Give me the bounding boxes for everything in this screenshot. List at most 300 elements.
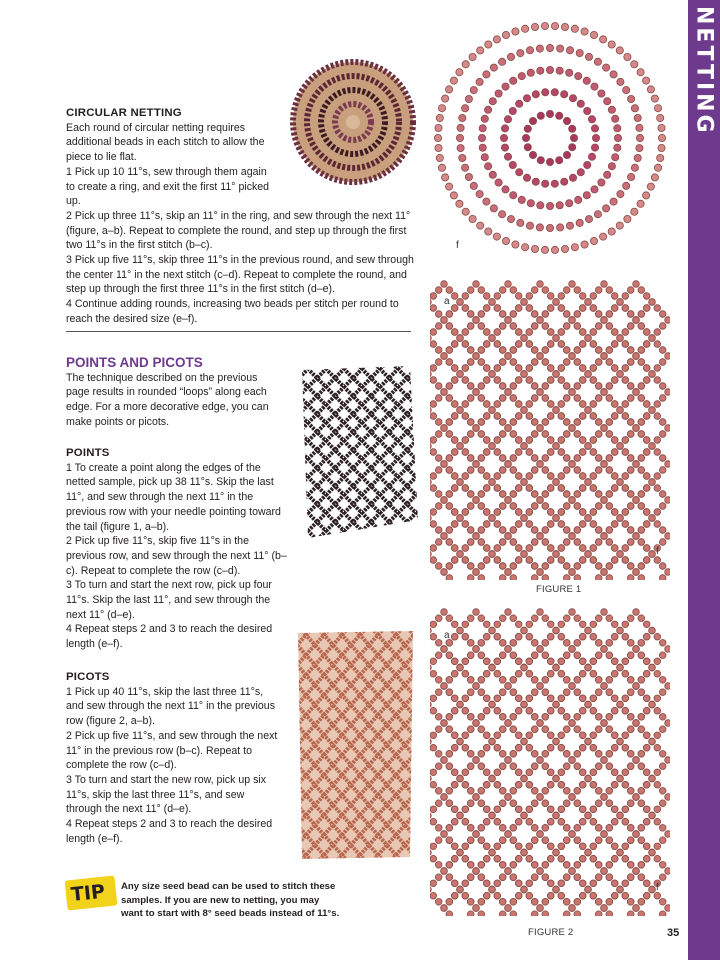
bead	[527, 69, 534, 76]
bead	[637, 69, 644, 76]
bead	[633, 461, 640, 468]
bead	[478, 874, 485, 881]
picots-heading: PICOTS	[66, 671, 110, 683]
bead	[569, 720, 576, 727]
bead	[462, 164, 469, 171]
bead	[610, 71, 617, 78]
bead	[617, 515, 624, 522]
bead	[462, 557, 469, 564]
bead	[446, 788, 453, 795]
bead	[649, 775, 656, 782]
bead	[553, 775, 560, 782]
bead	[595, 640, 602, 647]
bead	[617, 775, 624, 782]
bead	[558, 880, 565, 887]
bead	[483, 880, 490, 887]
bead	[654, 105, 661, 112]
bead	[558, 341, 565, 348]
bead	[467, 714, 474, 721]
bead	[494, 744, 501, 751]
bead	[531, 575, 538, 580]
tip-text	[121, 880, 341, 921]
bead	[499, 615, 506, 622]
bead	[483, 892, 490, 899]
bead	[579, 401, 586, 408]
bead	[500, 134, 507, 141]
bead	[617, 78, 624, 85]
bead	[659, 467, 666, 474]
bead	[435, 144, 442, 151]
bead	[446, 652, 453, 659]
bead	[585, 849, 592, 856]
bead	[483, 437, 490, 444]
bead	[588, 153, 595, 160]
bead	[665, 757, 670, 764]
bead	[551, 180, 558, 187]
bead	[649, 849, 656, 856]
bead	[478, 899, 485, 906]
bead	[489, 701, 496, 708]
bead	[504, 116, 511, 123]
bead	[526, 892, 533, 899]
bead	[521, 515, 528, 522]
bead	[595, 677, 602, 684]
bead	[643, 413, 650, 420]
bead	[627, 491, 634, 498]
bead	[558, 305, 565, 312]
bead	[537, 461, 544, 468]
bead	[462, 781, 469, 788]
bead	[446, 714, 453, 721]
bead	[435, 287, 442, 294]
bead	[473, 389, 480, 396]
bead	[430, 449, 437, 456]
bead	[606, 575, 613, 580]
bead	[649, 335, 656, 342]
bead	[611, 769, 618, 776]
bead	[585, 515, 592, 522]
bead	[462, 892, 469, 899]
bead	[634, 154, 641, 161]
bead	[638, 837, 645, 844]
bead	[606, 825, 613, 832]
bead	[659, 527, 666, 534]
bead	[499, 211, 506, 218]
bead	[633, 646, 640, 653]
circular-netting-heading: CIRCULAR NETTING	[66, 107, 182, 119]
bead	[510, 491, 517, 498]
bead	[595, 491, 602, 498]
bead	[566, 69, 573, 76]
bead	[606, 455, 613, 462]
bead	[622, 633, 629, 640]
bead	[436, 114, 443, 121]
bead	[483, 521, 490, 528]
bead	[430, 658, 437, 665]
bead	[524, 144, 531, 151]
bead	[430, 849, 431, 856]
bead	[441, 461, 448, 468]
bead	[585, 53, 592, 60]
bead	[558, 781, 565, 788]
bead	[526, 449, 533, 456]
bead	[547, 401, 554, 408]
bead	[583, 192, 590, 199]
bead	[643, 473, 650, 480]
bead	[638, 527, 645, 534]
bead	[446, 347, 453, 354]
bead	[654, 377, 661, 384]
bead	[649, 701, 656, 708]
bead	[479, 144, 486, 151]
bead	[617, 371, 624, 378]
bead	[494, 695, 501, 702]
bead	[478, 359, 485, 366]
bead	[510, 539, 517, 546]
bead	[563, 689, 570, 696]
bead	[633, 497, 640, 504]
bead	[585, 335, 592, 342]
bead	[659, 640, 666, 647]
bead	[558, 449, 565, 456]
bead	[606, 563, 613, 570]
bead	[638, 503, 645, 510]
bead	[631, 61, 638, 68]
bead	[556, 202, 563, 209]
bead	[462, 707, 469, 714]
bead	[643, 818, 650, 825]
bead	[633, 533, 640, 540]
bead	[536, 45, 543, 52]
bead	[542, 455, 549, 462]
bead	[579, 437, 586, 444]
bead	[462, 473, 469, 480]
bead	[659, 874, 666, 881]
bead	[478, 825, 485, 832]
bead	[574, 323, 581, 330]
bead	[622, 305, 629, 312]
bead	[612, 154, 619, 161]
bead	[611, 892, 618, 899]
bead	[526, 744, 533, 751]
bead	[561, 178, 568, 185]
bead	[473, 533, 480, 540]
bead	[598, 179, 605, 186]
bead	[542, 180, 549, 187]
bead	[611, 557, 618, 564]
bead	[563, 726, 570, 733]
bead	[563, 763, 570, 770]
bead	[494, 449, 501, 456]
bead	[542, 615, 549, 622]
bead	[531, 467, 538, 474]
bead	[462, 293, 469, 300]
bead	[601, 425, 608, 432]
bead	[547, 670, 554, 677]
bead	[636, 145, 643, 152]
bead	[451, 843, 458, 850]
bead	[574, 714, 581, 721]
bead	[638, 726, 645, 733]
bead	[611, 377, 618, 384]
bead	[624, 215, 631, 222]
bead	[643, 192, 650, 199]
bead	[483, 557, 490, 564]
bead	[610, 198, 617, 205]
bead	[515, 621, 522, 628]
bead	[623, 182, 630, 189]
bead	[542, 359, 549, 366]
fig2-label-a: a	[444, 630, 450, 641]
bead	[574, 539, 581, 546]
bead	[467, 527, 474, 534]
bead	[542, 323, 549, 330]
bead	[483, 855, 490, 862]
bead	[622, 707, 629, 714]
bead	[510, 77, 517, 84]
bead	[499, 640, 506, 647]
bead	[657, 114, 664, 121]
bead	[478, 431, 485, 438]
bead	[457, 443, 464, 450]
bead	[594, 211, 601, 218]
bead	[647, 86, 654, 93]
bead	[451, 293, 458, 300]
bead	[574, 503, 581, 510]
bead	[654, 670, 661, 677]
bead	[522, 244, 529, 251]
bead	[563, 911, 570, 916]
bead	[643, 293, 650, 300]
bead	[590, 305, 597, 312]
bead	[659, 359, 666, 366]
bead	[473, 905, 480, 912]
bead	[546, 44, 553, 51]
bead	[579, 695, 586, 702]
bead	[654, 521, 661, 528]
bead	[510, 899, 517, 906]
bead	[574, 800, 581, 807]
bead	[518, 73, 525, 80]
bead	[515, 305, 522, 312]
bead	[659, 323, 666, 330]
bead	[634, 114, 641, 121]
bead	[659, 575, 666, 580]
bead	[665, 868, 670, 875]
bead	[542, 419, 549, 426]
bead	[531, 503, 538, 510]
bead	[451, 413, 458, 420]
bead	[499, 455, 506, 462]
bead	[547, 744, 554, 751]
bead	[483, 365, 490, 372]
bead	[611, 658, 618, 665]
bead	[435, 652, 442, 659]
bead	[654, 892, 661, 899]
bead	[627, 677, 634, 684]
bead	[622, 521, 629, 528]
bead	[531, 245, 538, 252]
bead	[522, 25, 529, 32]
bead	[590, 818, 597, 825]
bead	[446, 419, 453, 426]
bead	[579, 521, 586, 528]
bead	[467, 899, 474, 906]
bead	[462, 377, 469, 384]
circular-step-1: 1 Pick up 10 11°s, sew through them again to create a ring, and exit the first 11° picked up.	[66, 165, 270, 208]
bead	[505, 281, 512, 288]
bead	[515, 485, 522, 492]
bead	[531, 491, 538, 498]
bead	[627, 751, 634, 758]
bead	[524, 125, 531, 132]
bead	[654, 341, 661, 348]
bead	[430, 695, 437, 702]
bead	[515, 557, 522, 564]
bead	[451, 855, 458, 862]
bead	[622, 401, 629, 408]
bead	[643, 545, 650, 552]
bead	[643, 658, 650, 665]
bead	[537, 868, 544, 875]
bead	[462, 449, 469, 456]
bead	[627, 615, 634, 622]
bead	[633, 281, 640, 288]
bead	[574, 899, 581, 906]
bead	[483, 509, 490, 516]
bead	[494, 806, 501, 813]
bead	[526, 633, 533, 640]
bead	[577, 169, 584, 176]
bead	[537, 353, 544, 360]
bead	[574, 395, 581, 402]
bead	[574, 874, 581, 881]
bead	[566, 47, 573, 54]
bead	[654, 818, 661, 825]
bead	[547, 365, 554, 372]
bead	[451, 892, 458, 899]
bead	[531, 788, 538, 795]
bead	[614, 134, 621, 141]
bead	[627, 287, 634, 294]
bead	[563, 751, 570, 758]
bead	[446, 862, 453, 869]
bead	[659, 347, 666, 354]
bead	[611, 843, 618, 850]
bead	[622, 341, 629, 348]
bead	[476, 78, 483, 85]
bead	[591, 125, 598, 132]
bead	[507, 53, 514, 60]
bead	[537, 67, 544, 74]
bead	[627, 825, 634, 832]
bead	[435, 726, 442, 733]
bead	[590, 329, 597, 336]
bead	[595, 911, 602, 916]
bead	[526, 293, 533, 300]
bead	[617, 191, 624, 198]
bead	[595, 527, 602, 534]
bead	[622, 843, 629, 850]
bead	[457, 738, 464, 745]
figure-2-diagram	[430, 598, 670, 916]
bead	[665, 646, 670, 653]
bead	[476, 191, 483, 198]
bead	[479, 125, 486, 132]
fig1-label-a: a	[444, 296, 450, 307]
bead	[638, 751, 645, 758]
bead	[595, 763, 602, 770]
bead	[531, 689, 538, 696]
bead	[430, 843, 437, 850]
bead	[622, 818, 629, 825]
bead	[563, 563, 570, 570]
bead	[638, 899, 645, 906]
bead	[590, 473, 597, 480]
bead	[643, 621, 650, 628]
bead	[558, 818, 565, 825]
bead	[457, 371, 464, 378]
bead	[505, 461, 512, 468]
bead	[633, 720, 640, 727]
bead	[505, 317, 512, 324]
bead	[430, 299, 431, 306]
bead	[617, 664, 624, 671]
bead	[595, 899, 602, 906]
bead	[499, 689, 506, 696]
bead	[579, 305, 586, 312]
bead	[483, 621, 490, 628]
bead	[499, 419, 506, 426]
bead	[521, 371, 528, 378]
bead	[614, 144, 621, 151]
bead	[435, 419, 442, 426]
bead	[473, 569, 480, 576]
bead	[542, 763, 549, 770]
bead	[558, 293, 565, 300]
bead	[435, 527, 442, 534]
bead	[477, 222, 484, 229]
bead	[569, 317, 576, 324]
bead	[542, 383, 549, 390]
bead	[579, 707, 586, 714]
bead	[558, 732, 565, 739]
bead	[638, 862, 645, 869]
bead	[581, 241, 588, 248]
bead	[590, 509, 597, 516]
bead	[590, 744, 597, 751]
bead	[563, 615, 570, 622]
bead	[569, 353, 576, 360]
bead	[601, 683, 608, 690]
bead	[638, 395, 645, 402]
bead	[446, 359, 453, 366]
bead	[430, 701, 431, 708]
bead	[505, 683, 512, 690]
bead	[462, 105, 469, 112]
bead	[489, 515, 496, 522]
bead	[489, 335, 496, 342]
bead	[542, 287, 549, 294]
bead	[489, 627, 496, 634]
bead	[606, 899, 613, 906]
bead	[627, 911, 634, 916]
bead	[510, 431, 517, 438]
bead	[481, 115, 488, 122]
bead	[451, 781, 458, 788]
bead	[601, 569, 608, 576]
bead	[430, 781, 437, 788]
